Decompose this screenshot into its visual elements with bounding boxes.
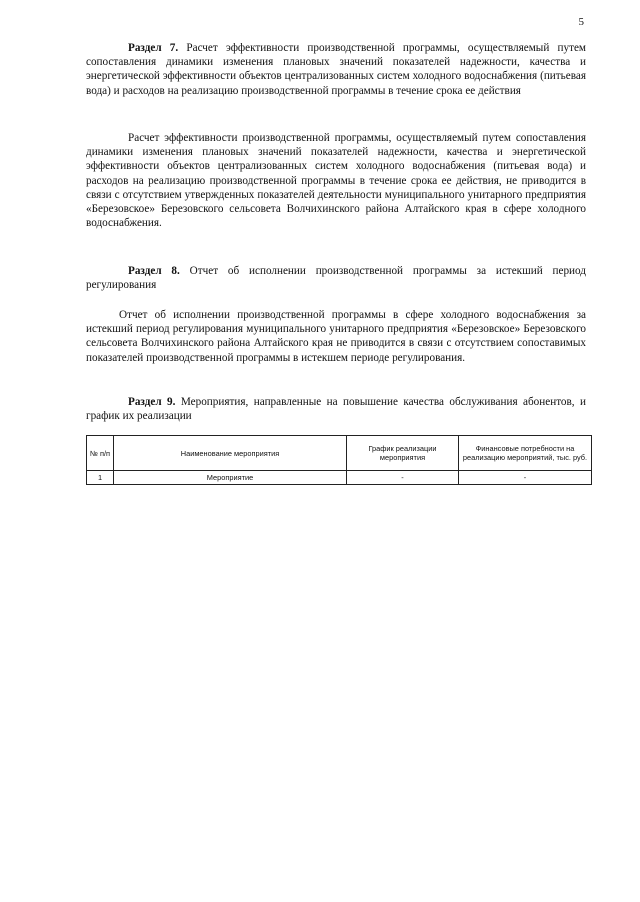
cell-name: Мероприятие <box>114 471 347 485</box>
cell-finance: - <box>459 471 592 485</box>
page-number: 5 <box>578 16 584 28</box>
table-row <box>87 471 592 485</box>
section-8-body: Отчет об исполнении производственной программы в сфере холодного водоснабжения за истекший период регулирования муниципального унитарного предприятия «Березовское» Березовского сельсовета Волчихинского района Алтайского края не приводится в связи с отсутствием сопоставимых показателей производственной программы в истекшем периоде регулирования. <box>86 309 586 364</box>
section-9-heading: Раздел 9. <box>128 396 176 408</box>
table-header-row <box>87 436 592 471</box>
section-7-title <box>86 41 586 98</box>
section-7-title-text: Расчет эффективности производственной программы, осуществляемый путем сопоставления динамики изменения плановых значений показателей надежности, качества и энергетической эффективности объектов централизованных систем холодного водоснабжения (питьевая вода) и расходов на реализацию производственной программы в течение срока ее действия <box>86 42 586 97</box>
measures-table <box>86 435 592 485</box>
header-schedule: График реализации мероприятия <box>347 436 459 471</box>
cell-num: 1 <box>87 471 114 485</box>
section-7-body: Расчет эффективности производственной программы, осуществляемый путем сопоставления динамики изменения плановых значений показателей надежности, качества и энергетической эффективности объектов централизованных систем холодного водоснабжения (питьевая вода) и расходов на реализацию производственной программы в течение срока ее действия, не приводится в связи с отсутствием утвержденных показателей деятельности муниципального унитарного предприятия «Березовское» Березовского сельсовета Волчихинского района Алтайского края в сфере холодного водоснабжения. <box>86 132 586 230</box>
section-9-title <box>86 395 586 423</box>
section-8-title <box>86 264 586 292</box>
header-finance: Финансовые потребности на реализацию мероприятий, тыс. руб. <box>459 436 592 471</box>
cell-schedule: - <box>347 471 459 485</box>
section-8-heading: Раздел 8. <box>128 265 180 277</box>
section-8-title-text: Отчет об исполнении производственной программы за истекший период регулирования <box>86 265 586 292</box>
section-7-heading: Раздел 7. <box>128 42 179 54</box>
header-name: Наименование мероприятия <box>114 436 347 471</box>
section-9-title-text: Мероприятия, направленные на повышение качества обслуживания абонентов, и график их реализации <box>86 396 587 423</box>
header-num: № п/п <box>87 436 114 471</box>
